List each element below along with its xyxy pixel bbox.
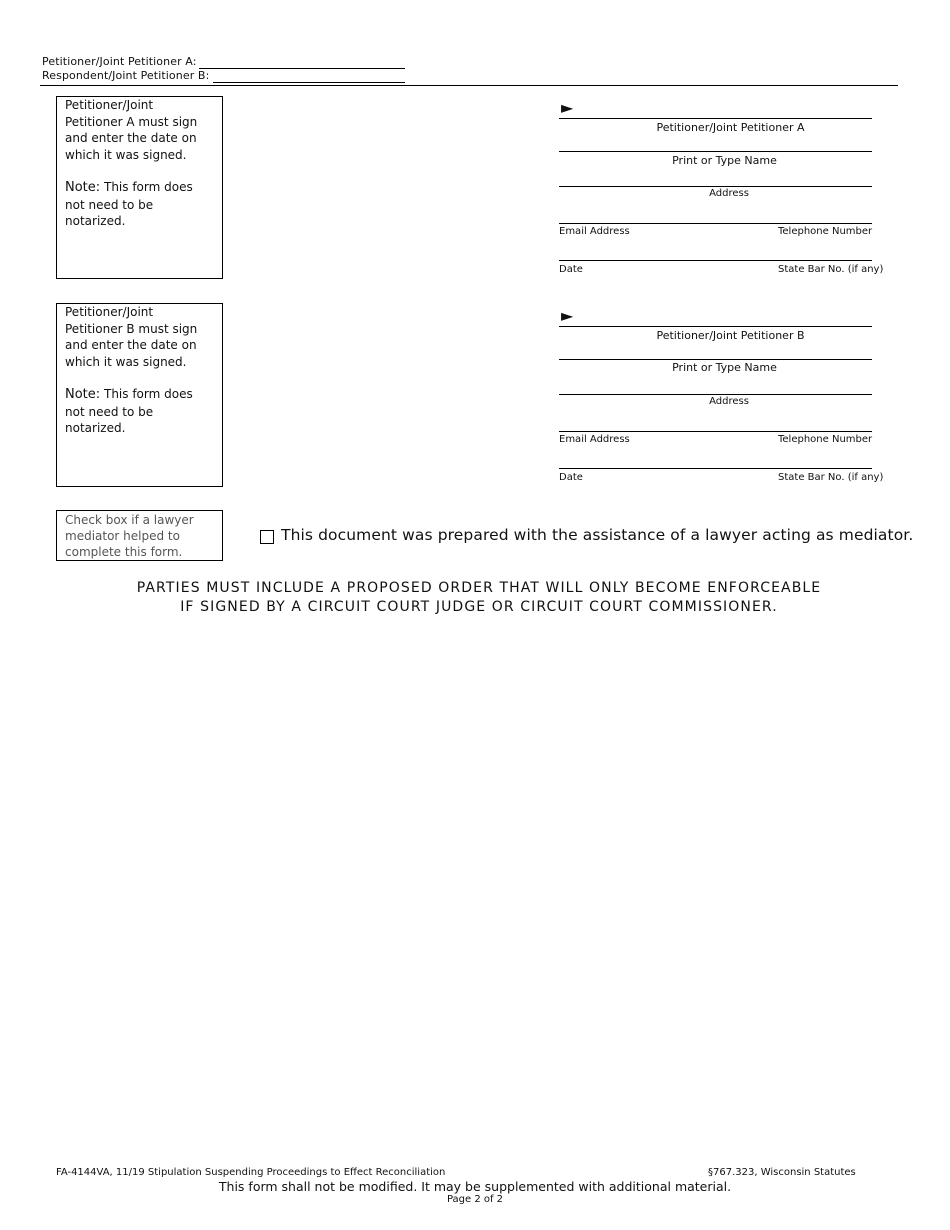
address-line-a[interactable] xyxy=(559,186,872,187)
mediator-statement: This document was prepared with the assistance of a lawyer acting as mediator. xyxy=(281,526,914,544)
instruction-text-b: Petitioner/Joint Petitioner B must sign and enter the date on which it was signed. xyxy=(65,305,198,369)
note-label-a: Note: xyxy=(65,180,101,195)
name-caption-a: Print or Type Name xyxy=(672,154,777,167)
note-a xyxy=(65,179,214,230)
address-caption-b: Address xyxy=(709,396,749,407)
address-line-b[interactable] xyxy=(559,394,872,395)
bar-caption-a: State Bar No. (if any) xyxy=(778,264,884,275)
name-line-a[interactable] xyxy=(559,151,872,152)
signature-caption-a: Petitioner/Joint Petitioner A xyxy=(656,121,805,134)
mediator-instruction-text: Check box if a lawyer mediator helped to complete this form. xyxy=(65,513,194,559)
mediator-instruction-box xyxy=(56,510,223,561)
mediator-checkbox[interactable] xyxy=(260,530,274,544)
date-caption-b: Date xyxy=(559,472,583,483)
instruction-text-a: Petitioner/Joint Petitioner A must sign and enter the date on which it was signed. xyxy=(65,98,198,162)
date-bar-line-b[interactable] xyxy=(559,468,872,469)
form-id: FA-4144VA, 11/19 Stipulation Suspending Proceedings to Effect Reconciliation xyxy=(56,1167,446,1178)
page-number: Page 2 of 2 xyxy=(446,1194,504,1205)
modification-notice: This form shall not be modified. It may be supplemented with additional material. xyxy=(218,1179,732,1194)
email-phone-line-b[interactable] xyxy=(559,431,872,432)
email-caption-a: Email Address xyxy=(559,226,630,237)
phone-caption-a: Telephone Number xyxy=(778,226,873,237)
signature-arrow-a-icon: ► xyxy=(561,98,574,117)
note-b xyxy=(65,386,214,437)
notice-line-2: IF SIGNED BY A CIRCUIT COURT JUDGE OR CIRCUIT COURT COMMISSIONER. xyxy=(180,599,778,615)
party-b-label: Respondent/Joint Petitioner B: xyxy=(42,69,210,82)
instruction-box-b xyxy=(56,303,223,487)
party-b-field[interactable] xyxy=(213,82,405,83)
email-phone-line-a[interactable] xyxy=(559,223,872,224)
signature-arrow-b-icon: ► xyxy=(561,306,574,325)
notice-line-1: PARTIES MUST INCLUDE A PROPOSED ORDER THAT WILL ONLY BECOME ENFORCEABLE xyxy=(136,580,822,596)
name-line-b[interactable] xyxy=(559,359,872,360)
party-a-field[interactable] xyxy=(199,68,405,69)
signature-caption-b: Petitioner/Joint Petitioner B xyxy=(656,329,805,342)
address-caption-a: Address xyxy=(709,188,749,199)
signature-line-b[interactable] xyxy=(559,326,872,327)
date-caption-a: Date xyxy=(559,264,583,275)
phone-caption-b: Telephone Number xyxy=(778,434,873,445)
email-caption-b: Email Address xyxy=(559,434,630,445)
party-a-label: Petitioner/Joint Petitioner A: xyxy=(42,55,197,68)
statute-reference: §767.323, Wisconsin Statutes xyxy=(708,1167,856,1178)
date-bar-line-a[interactable] xyxy=(559,260,872,261)
signature-line-a[interactable] xyxy=(559,118,872,119)
note-text-b: This form does not need to be notarized. xyxy=(65,387,193,435)
name-caption-b: Print or Type Name xyxy=(672,361,777,374)
bar-caption-b: State Bar No. (if any) xyxy=(778,472,884,483)
note-text-a: This form does not need to be notarized. xyxy=(65,180,193,228)
note-label-b: Note: xyxy=(65,387,101,402)
header-divider xyxy=(40,85,898,86)
instruction-box-a xyxy=(56,96,223,279)
